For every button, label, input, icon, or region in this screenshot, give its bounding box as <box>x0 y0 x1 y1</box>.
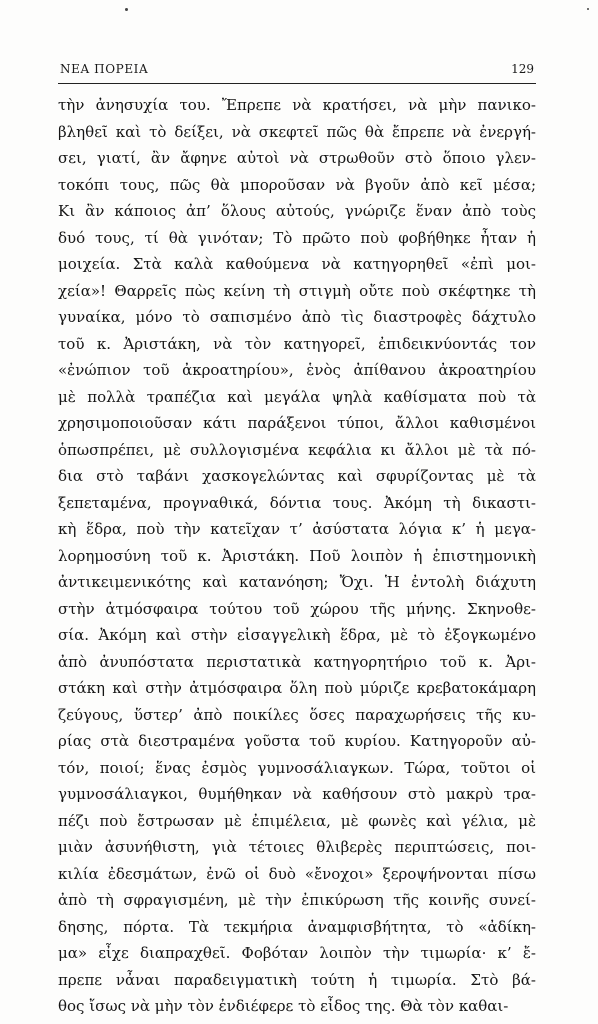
text-line: ἀπὸ ἀνυπόστατα περιστατικὰ κατηγορητήριο τοῦ κ. Ἀρι- <box>58 652 536 671</box>
text-line: λορημοσύνη τοῦ κ. Ἀριστάκη. Ποῦ λοιπὸν ἡ ἐπιστημονικὴ <box>58 546 536 565</box>
text-line: κιλία ἐδεσμάτων, ἐνῶ οἱ δυὸ «ἔνοχοι» ξεροψήνονται πίσω <box>58 864 536 883</box>
text-line: δυό τους, τί θὰ γινόταν; Τὸ πρῶτο ποὺ φοβήθηκε ἦταν ἡ <box>58 228 536 247</box>
text-line: κὴ ἕδρα, ποὺ τὴν κατεῖχαν τ’ ἀσύστατα λόγια κ’ ἡ μεγα- <box>58 520 536 538</box>
text-line: δια στὸ ταβάνι χασκογελώντας καὶ σφυρίζοντας μὲ τὰ <box>58 467 536 485</box>
text-line: βληθεῖ καὶ τὸ δείξει, νὰ σκεφτεῖ πῶς θὰ ἔπρεπε νὰ ἐνεργή- <box>58 122 536 141</box>
text-line: Κι ἂν κάποιος ἀπ’ ὅλους αὐτούς, γνώριζε ἕναν ἀπὸ τοὺς <box>58 202 536 220</box>
text-line: τοκόπι τους, πῶς θὰ μποροῦσαν νὰ βγοῦν ἀπὸ κεῖ μέσα; <box>58 175 536 194</box>
text-line: γυναίκα, μόνο τὸ σαπισμένο ἀπὸ τὶς διαστροφὲς δάχτυλο <box>58 308 536 326</box>
text-line: δησης, πόρτα. Τὰ τεκμήρια ἀναμφισβήτητα, τὸ «ἀδίκη- <box>58 917 536 936</box>
journal-title: ΝΕΑ ΠΟΡΕΙΑ <box>60 62 149 76</box>
text-line: γυμνοσάλιαγκοι, θυμήθηκαν νὰ καθήσουν στὸ μακρὺ τρα- <box>58 785 536 803</box>
text-line: μιὰν ἀσυνήθιστη, γιὰ τέτοιες θλιβερὲς περιπτώσεις, ποι- <box>58 838 536 856</box>
text-line: θος ἴσως νὰ μὴν τὸν ἐνδιέφερε τὸ εἶδος της. Θὰ τὸν καθαι- <box>58 997 509 1015</box>
text-line: «ἐνώπιον τοῦ ἀκροατηρίου», ἑνὸς ἀπίθανου ἀκροατηρίου <box>58 361 536 379</box>
text-line: σει, γιατί, ἂν ἄφηνε αὐτοὶ νὰ στρωθοῦν στὸ ὅποιο γλεν- <box>58 149 536 167</box>
text-line: μοιχεία. Στὰ καλὰ καθούμενα νὰ κατηγορηθεῖ «ἐπὶ μοι- <box>58 255 536 273</box>
text-line: στάκη καὶ στὴν ἀτμόσφαιρα ὅλη ποὺ μύριζε κρεβατοκάμαρη <box>58 679 536 697</box>
text-line: σία. Ἀκόμη καὶ στὴν εἰσαγγελικὴ ἕδρα, μὲ τὸ ἐξογκωμένο <box>58 626 536 644</box>
text-line: ἀπὸ τὴ σφραγισμένη, μὲ τὴν ἐπικύρωση τῆς κοινῆς συνεί- <box>58 891 536 909</box>
text-line: τοῦ κ. Ἀριστάκη, νὰ τὸν κατηγορεῖ, ἐπιδεικνύοντάς τον <box>58 334 536 353</box>
text-line: στὴν ἀτμόσφαιρα τούτου τοῦ χώρου τῆς μήνης. Σκηνοθε- <box>58 599 536 618</box>
text-line: πρεπε νἆναι παραδειγματικὴ τούτη ἡ τιμωρία. Στὸ βά- <box>58 970 536 989</box>
text-line: πέζι ποὺ ἔστρωσαν μὲ ἐπιμέλεια, μὲ φωνὲς καὶ γέλια, μὲ <box>58 811 536 830</box>
text-line: μὲ πολλὰ τραπέζια καὶ μεγάλα ψηλὰ καθίσματα ποὺ τὰ <box>58 387 536 406</box>
text-line: ἀντικειμενικότης καὶ κατανόηση; Ὄχι. Ἡ ἐντολὴ διάχυτη <box>58 573 536 591</box>
text-line: ρίας στὰ διεστραμένα γοῦστα τοῦ κυρίου. Κατηγοροῦν αὐ- <box>58 732 536 750</box>
page-number: 129 <box>511 62 534 76</box>
header-rule <box>58 83 536 84</box>
text-line: ὁπωσπρέπει, μὲ συλλογισμένα κεφάλια κι ἄλλοι μὲ τὰ πό- <box>58 440 536 459</box>
text-line: χρησιμοποιοῦσαν κάτι παράξενοι τύποι, ἄλλοι καθισμένοι <box>58 414 536 432</box>
text-line: ζεύγους, ὕστερ’ ἀπὸ ποικίλες ὅσες παραχωρήσεις τῆς κυ- <box>58 705 536 724</box>
text-line: τὴν ἀνησυχία του. Ἔπρεπε νὰ κρατήσει, νὰ μὴν πανικο- <box>58 96 536 114</box>
text-line: μα» εἶχε διαπραχθεῖ. Φοβόταν λοιπὸν τὴν τιμωρία· κ’ ἔ- <box>58 944 536 962</box>
text-line: ξεπεταμένα, προγναθικά, δόντια τους. Ἀκόμη τὴ δικαστι- <box>58 493 536 512</box>
print-speck <box>587 8 589 10</box>
text-line: τόν, ποιοί; ἕνας ἐσμὸς γυμνοσάλιαγκων. Τώρα, τοῦτοι οἱ <box>58 758 536 777</box>
print-speck <box>125 8 128 11</box>
body-text <box>58 92 536 1020</box>
text-line: χεία»! Θαρρεῖς πὼς κείνη τὴ στιγμὴ οὔτε ποὺ σκέφτηκε τὴ <box>58 281 536 300</box>
running-head <box>60 62 534 80</box>
